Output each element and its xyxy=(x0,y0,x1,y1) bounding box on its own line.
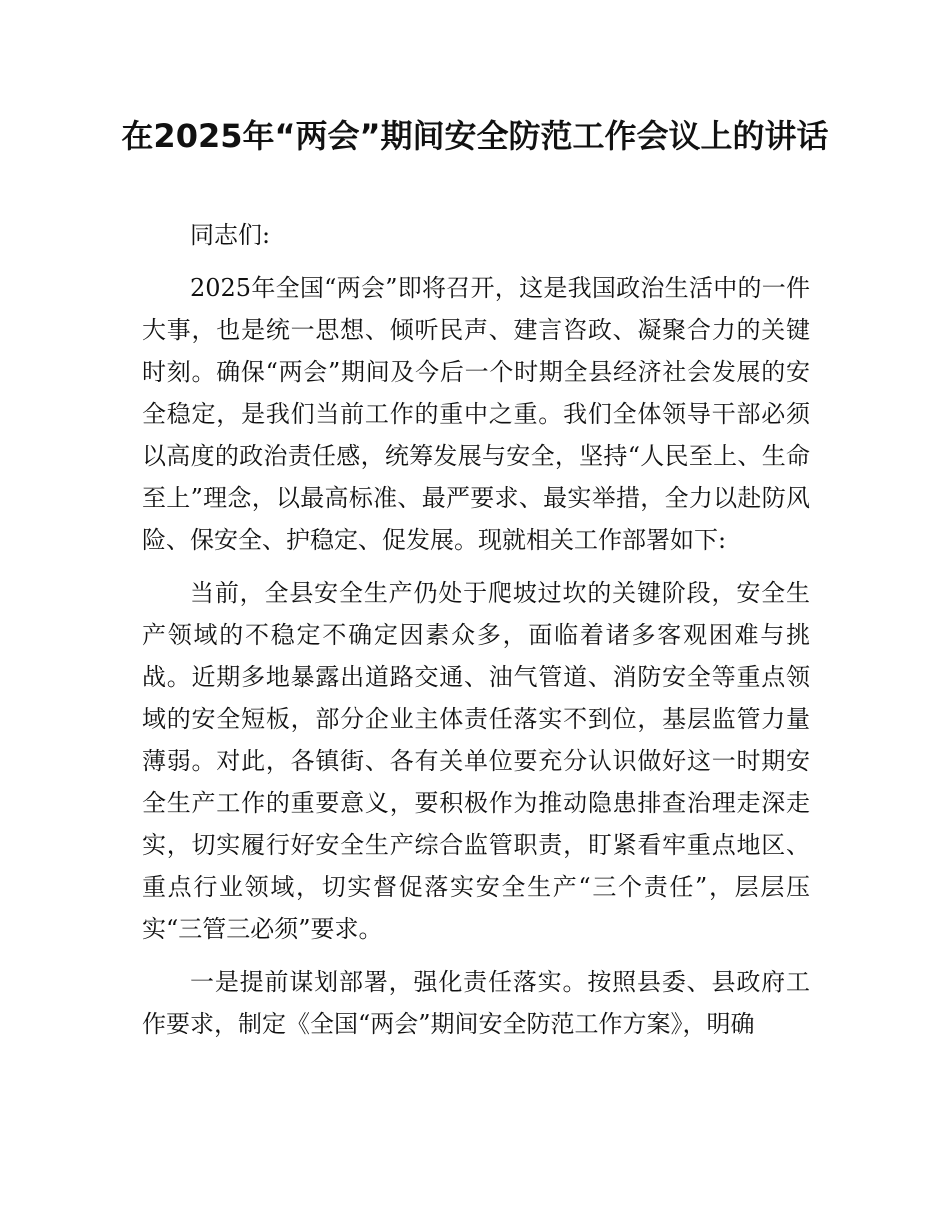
paragraph-point-one: 一是提前谋划部署，强化责任落实。按照县委、县政府工作要求，制定《全国“两会”期间安全防范工作方案》，明确 xyxy=(142,968,810,1038)
paragraph-intro: 2025年全国“两会”即将召开，这是我国政治生活中的一件大事，也是统一思想、倾听民声、建言咨政、凝聚合力的关键时刻。确保“两会”期间及今后一个时期全县经济社会发展的安全稳定，是我们当前工作的重中之重。我们全体领导干部必须以高度的政治责任感，统筹发展与安全，坚持“人民至上、生命至上”理念，以最高标准、最严要求、最实举措，全力以赴防风险、保安全、护稳定、促发展。现就相关工作部署如下: xyxy=(142,274,810,554)
page-title: 在2025年“两会”期间安全防范工作会议上的讲话 xyxy=(121,117,829,155)
document-body xyxy=(142,214,810,1056)
paragraph-salutation: 同志们: xyxy=(190,221,271,249)
paragraph-current-situation: 当前，全县安全生产仍处于爬坡过坎的关键阶段，安全生产领域的不稳定不确定因素众多，面临着诸多客观困难与挑战。近期多地暴露出道路交通、油气管道、消防安全等重点领域的安全短板，部分企业主体责任落实不到位，基层监管力量薄弱。对此，各镇街、各有关单位要充分认识做好这一时期安全生产工作的重要意义，要积极作为推动隐患排查治理走深走实，切实履行好安全生产综合监管职责，盯紧看牢重点地区、重点行业领域，切实督促落实安全生产“三个责任”，层层压实“三管三必须”要求。 xyxy=(142,579,810,943)
